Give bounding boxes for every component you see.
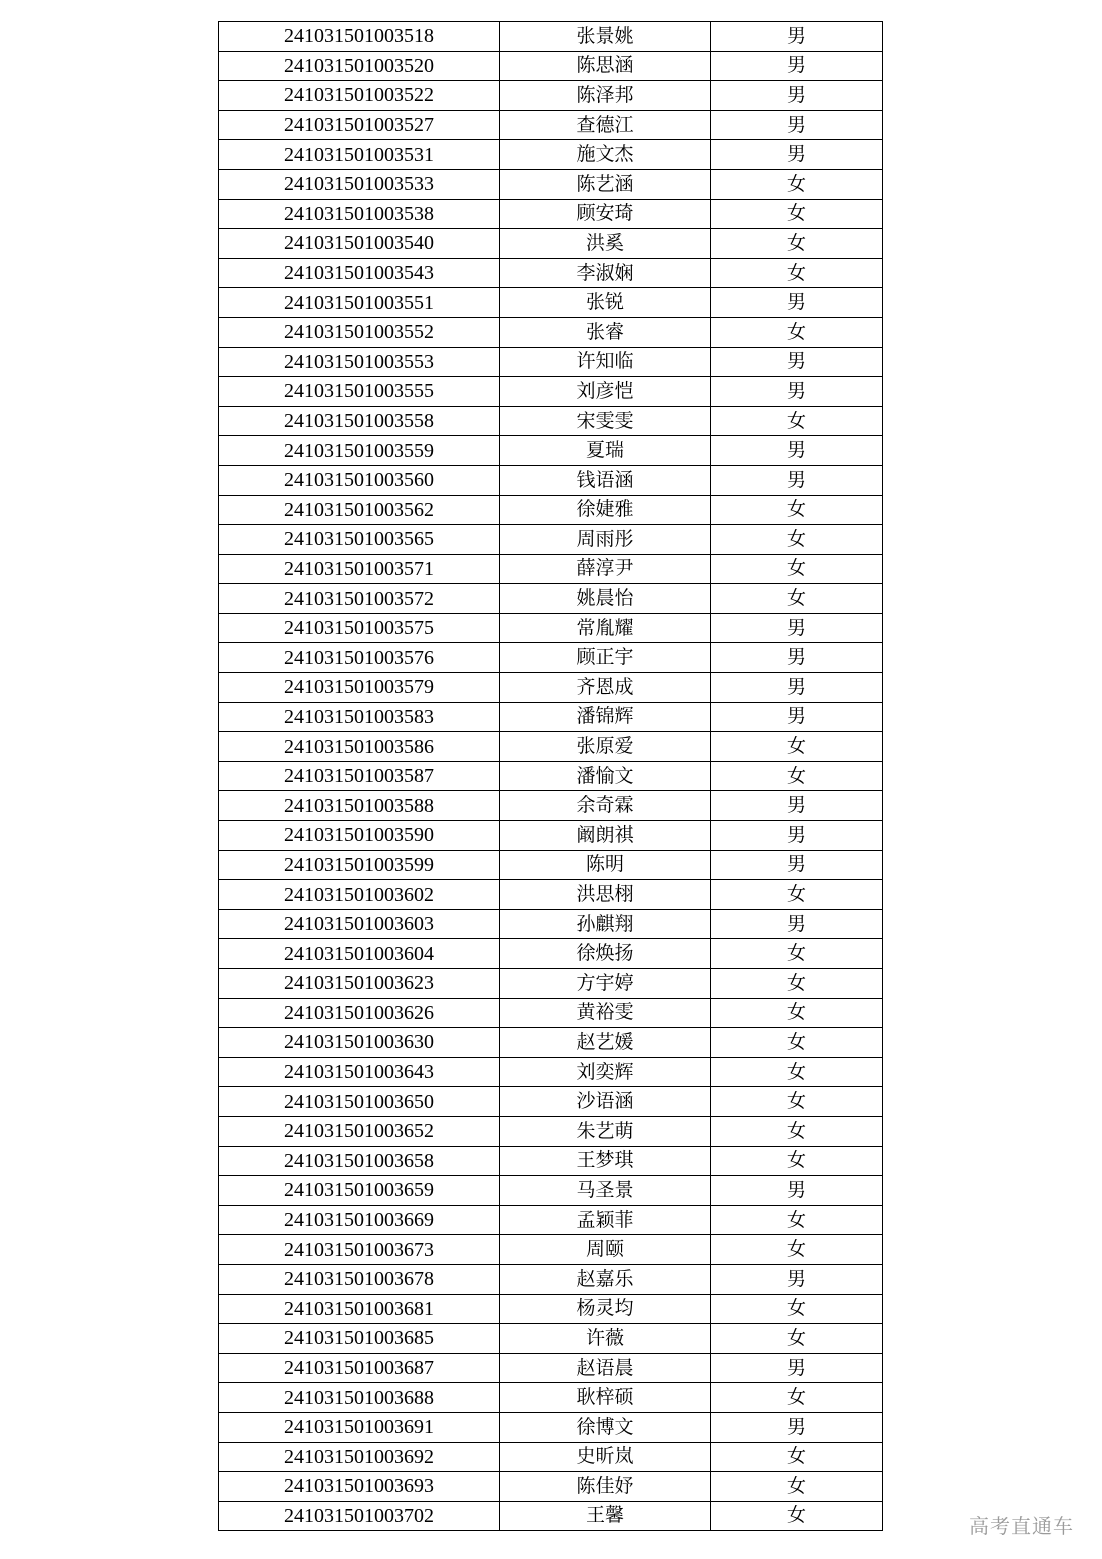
id-cell: 241031501003692 bbox=[219, 1442, 500, 1472]
gender-cell: 男 bbox=[711, 791, 883, 821]
gender-cell: 女 bbox=[711, 1028, 883, 1058]
gender-cell: 女 bbox=[711, 1235, 883, 1265]
name-cell: 钱语涵 bbox=[500, 465, 711, 495]
name-cell: 齐恩成 bbox=[500, 673, 711, 703]
name-cell: 张原爱 bbox=[500, 732, 711, 762]
id-cell: 241031501003678 bbox=[219, 1264, 500, 1294]
name-cell: 顾正宇 bbox=[500, 643, 711, 673]
gender-cell: 女 bbox=[711, 229, 883, 259]
gender-cell: 男 bbox=[711, 909, 883, 939]
gender-cell: 男 bbox=[711, 673, 883, 703]
gender-cell: 女 bbox=[711, 1442, 883, 1472]
gender-cell: 女 bbox=[711, 406, 883, 436]
gender-cell: 女 bbox=[711, 169, 883, 199]
table-row bbox=[219, 1264, 883, 1294]
id-cell: 241031501003688 bbox=[219, 1383, 500, 1413]
table-row bbox=[219, 998, 883, 1028]
name-cell: 潘锦辉 bbox=[500, 702, 711, 732]
id-cell: 241031501003586 bbox=[219, 732, 500, 762]
id-cell: 241031501003583 bbox=[219, 702, 500, 732]
gender-cell: 男 bbox=[711, 81, 883, 111]
id-cell: 241031501003538 bbox=[219, 199, 500, 229]
gender-cell: 女 bbox=[711, 1472, 883, 1502]
gender-cell: 女 bbox=[711, 1087, 883, 1117]
gender-cell: 男 bbox=[711, 702, 883, 732]
gender-cell: 女 bbox=[711, 1057, 883, 1087]
table-row bbox=[219, 347, 883, 377]
table-row bbox=[219, 22, 883, 52]
name-cell: 陈泽邦 bbox=[500, 81, 711, 111]
gender-cell: 女 bbox=[711, 1146, 883, 1176]
name-cell: 潘愉文 bbox=[500, 761, 711, 791]
id-cell: 241031501003588 bbox=[219, 791, 500, 821]
id-cell: 241031501003650 bbox=[219, 1087, 500, 1117]
gender-cell: 女 bbox=[711, 258, 883, 288]
name-cell: 余奇霖 bbox=[500, 791, 711, 821]
id-cell: 241031501003652 bbox=[219, 1116, 500, 1146]
name-cell: 洪奚 bbox=[500, 229, 711, 259]
gender-cell: 女 bbox=[711, 969, 883, 999]
gender-cell: 男 bbox=[711, 1176, 883, 1206]
gender-cell: 男 bbox=[711, 1412, 883, 1442]
id-cell: 241031501003543 bbox=[219, 258, 500, 288]
gender-cell: 男 bbox=[711, 1264, 883, 1294]
gender-cell: 男 bbox=[711, 465, 883, 495]
id-cell: 241031501003520 bbox=[219, 51, 500, 81]
table-row bbox=[219, 939, 883, 969]
name-cell: 姚晨怡 bbox=[500, 584, 711, 614]
table-row bbox=[219, 909, 883, 939]
name-cell: 陈明 bbox=[500, 850, 711, 880]
gender-cell: 男 bbox=[711, 850, 883, 880]
id-cell: 241031501003590 bbox=[219, 821, 500, 851]
id-cell: 241031501003553 bbox=[219, 347, 500, 377]
id-cell: 241031501003575 bbox=[219, 613, 500, 643]
table-row bbox=[219, 1057, 883, 1087]
table-row bbox=[219, 761, 883, 791]
id-cell: 241031501003603 bbox=[219, 909, 500, 939]
student-roster-table bbox=[218, 21, 883, 1531]
id-cell: 241031501003518 bbox=[219, 22, 500, 52]
table-row bbox=[219, 1235, 883, 1265]
table-row bbox=[219, 169, 883, 199]
gender-cell: 男 bbox=[711, 347, 883, 377]
gender-cell: 女 bbox=[711, 761, 883, 791]
table-row bbox=[219, 406, 883, 436]
gender-cell: 女 bbox=[711, 880, 883, 910]
table-row bbox=[219, 436, 883, 466]
table-row bbox=[219, 554, 883, 584]
table-row bbox=[219, 1472, 883, 1502]
id-cell: 241031501003702 bbox=[219, 1501, 500, 1531]
table-row bbox=[219, 1501, 883, 1531]
id-cell: 241031501003604 bbox=[219, 939, 500, 969]
id-cell: 241031501003623 bbox=[219, 969, 500, 999]
table-row bbox=[219, 51, 883, 81]
table-row bbox=[219, 821, 883, 851]
gender-cell: 男 bbox=[711, 140, 883, 170]
name-cell: 徐焕扬 bbox=[500, 939, 711, 969]
gender-cell: 女 bbox=[711, 1294, 883, 1324]
id-cell: 241031501003540 bbox=[219, 229, 500, 259]
id-cell: 241031501003562 bbox=[219, 495, 500, 525]
name-cell: 常胤耀 bbox=[500, 613, 711, 643]
table-row bbox=[219, 613, 883, 643]
name-cell: 杨灵均 bbox=[500, 1294, 711, 1324]
name-cell: 耿梓硕 bbox=[500, 1383, 711, 1413]
id-cell: 241031501003552 bbox=[219, 317, 500, 347]
name-cell: 刘彦恺 bbox=[500, 377, 711, 407]
id-cell: 241031501003669 bbox=[219, 1205, 500, 1235]
id-cell: 241031501003572 bbox=[219, 584, 500, 614]
table-row bbox=[219, 880, 883, 910]
gender-cell: 女 bbox=[711, 199, 883, 229]
table-row bbox=[219, 1383, 883, 1413]
id-cell: 241031501003685 bbox=[219, 1324, 500, 1354]
gender-cell: 女 bbox=[711, 554, 883, 584]
name-cell: 张景姚 bbox=[500, 22, 711, 52]
table-row bbox=[219, 1442, 883, 1472]
table-row bbox=[219, 140, 883, 170]
table-row bbox=[219, 1146, 883, 1176]
roster-body bbox=[219, 22, 883, 1531]
table-row bbox=[219, 1353, 883, 1383]
id-cell: 241031501003643 bbox=[219, 1057, 500, 1087]
id-cell: 241031501003560 bbox=[219, 465, 500, 495]
name-cell: 周雨彤 bbox=[500, 525, 711, 555]
id-cell: 241031501003602 bbox=[219, 880, 500, 910]
name-cell: 周颐 bbox=[500, 1235, 711, 1265]
id-cell: 241031501003531 bbox=[219, 140, 500, 170]
name-cell: 孙麒翔 bbox=[500, 909, 711, 939]
name-cell: 张睿 bbox=[500, 317, 711, 347]
table-row bbox=[219, 377, 883, 407]
name-cell: 王梦琪 bbox=[500, 1146, 711, 1176]
gender-cell: 女 bbox=[711, 1205, 883, 1235]
table-row bbox=[219, 1087, 883, 1117]
gender-cell: 女 bbox=[711, 1501, 883, 1531]
gender-cell: 男 bbox=[711, 110, 883, 140]
id-cell: 241031501003693 bbox=[219, 1472, 500, 1502]
name-cell: 黄裕雯 bbox=[500, 998, 711, 1028]
gender-cell: 男 bbox=[711, 613, 883, 643]
name-cell: 夏瑞 bbox=[500, 436, 711, 466]
id-cell: 241031501003626 bbox=[219, 998, 500, 1028]
name-cell: 陈艺涵 bbox=[500, 169, 711, 199]
gender-cell: 女 bbox=[711, 525, 883, 555]
name-cell: 张锐 bbox=[500, 288, 711, 318]
id-cell: 241031501003691 bbox=[219, 1412, 500, 1442]
table-row bbox=[219, 1412, 883, 1442]
table-row bbox=[219, 258, 883, 288]
table-row bbox=[219, 229, 883, 259]
id-cell: 241031501003533 bbox=[219, 169, 500, 199]
name-cell: 施文杰 bbox=[500, 140, 711, 170]
table-row bbox=[219, 673, 883, 703]
table-row bbox=[219, 791, 883, 821]
table-row bbox=[219, 199, 883, 229]
gender-cell: 女 bbox=[711, 495, 883, 525]
id-cell: 241031501003576 bbox=[219, 643, 500, 673]
gender-cell: 女 bbox=[711, 1383, 883, 1413]
name-cell: 方宇婷 bbox=[500, 969, 711, 999]
name-cell: 赵艺媛 bbox=[500, 1028, 711, 1058]
id-cell: 241031501003551 bbox=[219, 288, 500, 318]
gender-cell: 男 bbox=[711, 22, 883, 52]
watermark-text: 高考直通车 bbox=[969, 1514, 1074, 1538]
table-row bbox=[219, 850, 883, 880]
name-cell: 宋雯雯 bbox=[500, 406, 711, 436]
gender-cell: 女 bbox=[711, 1324, 883, 1354]
id-cell: 241031501003687 bbox=[219, 1353, 500, 1383]
table-row bbox=[219, 317, 883, 347]
name-cell: 史昕岚 bbox=[500, 1442, 711, 1472]
gender-cell: 男 bbox=[711, 643, 883, 673]
table-row bbox=[219, 1205, 883, 1235]
gender-cell: 女 bbox=[711, 939, 883, 969]
name-cell: 赵语晨 bbox=[500, 1353, 711, 1383]
table-row bbox=[219, 969, 883, 999]
name-cell: 孟颖菲 bbox=[500, 1205, 711, 1235]
table-row bbox=[219, 465, 883, 495]
name-cell: 洪思栩 bbox=[500, 880, 711, 910]
gender-cell: 女 bbox=[711, 1116, 883, 1146]
gender-cell: 女 bbox=[711, 584, 883, 614]
table-row bbox=[219, 110, 883, 140]
name-cell: 徐博文 bbox=[500, 1412, 711, 1442]
table-row bbox=[219, 702, 883, 732]
gender-cell: 女 bbox=[711, 317, 883, 347]
name-cell: 阚朗祺 bbox=[500, 821, 711, 851]
name-cell: 薛淳尹 bbox=[500, 554, 711, 584]
table-row bbox=[219, 643, 883, 673]
id-cell: 241031501003565 bbox=[219, 525, 500, 555]
table-row bbox=[219, 1294, 883, 1324]
id-cell: 241031501003558 bbox=[219, 406, 500, 436]
table-row bbox=[219, 288, 883, 318]
gender-cell: 女 bbox=[711, 998, 883, 1028]
name-cell: 刘奕辉 bbox=[500, 1057, 711, 1087]
gender-cell: 男 bbox=[711, 51, 883, 81]
table-row bbox=[219, 525, 883, 555]
id-cell: 241031501003587 bbox=[219, 761, 500, 791]
id-cell: 241031501003579 bbox=[219, 673, 500, 703]
id-cell: 241031501003527 bbox=[219, 110, 500, 140]
name-cell: 赵嘉乐 bbox=[500, 1264, 711, 1294]
name-cell: 顾安琦 bbox=[500, 199, 711, 229]
name-cell: 查德江 bbox=[500, 110, 711, 140]
id-cell: 241031501003673 bbox=[219, 1235, 500, 1265]
table-row bbox=[219, 1028, 883, 1058]
table-row bbox=[219, 81, 883, 111]
id-cell: 241031501003599 bbox=[219, 850, 500, 880]
name-cell: 王馨 bbox=[500, 1501, 711, 1531]
name-cell: 马圣景 bbox=[500, 1176, 711, 1206]
name-cell: 陈佳妤 bbox=[500, 1472, 711, 1502]
table-row bbox=[219, 732, 883, 762]
gender-cell: 男 bbox=[711, 436, 883, 466]
gender-cell: 男 bbox=[711, 377, 883, 407]
gender-cell: 男 bbox=[711, 1353, 883, 1383]
table-row bbox=[219, 1116, 883, 1146]
table-row bbox=[219, 495, 883, 525]
name-cell: 李淑娴 bbox=[500, 258, 711, 288]
id-cell: 241031501003522 bbox=[219, 81, 500, 111]
gender-cell: 男 bbox=[711, 821, 883, 851]
name-cell: 徐婕雅 bbox=[500, 495, 711, 525]
id-cell: 241031501003559 bbox=[219, 436, 500, 466]
table-row bbox=[219, 1176, 883, 1206]
id-cell: 241031501003555 bbox=[219, 377, 500, 407]
name-cell: 陈思涵 bbox=[500, 51, 711, 81]
table-row bbox=[219, 584, 883, 614]
id-cell: 241031501003659 bbox=[219, 1176, 500, 1206]
name-cell: 许薇 bbox=[500, 1324, 711, 1354]
name-cell: 沙语涵 bbox=[500, 1087, 711, 1117]
table-row bbox=[219, 1324, 883, 1354]
id-cell: 241031501003571 bbox=[219, 554, 500, 584]
id-cell: 241031501003658 bbox=[219, 1146, 500, 1176]
name-cell: 许知临 bbox=[500, 347, 711, 377]
gender-cell: 男 bbox=[711, 288, 883, 318]
id-cell: 241031501003681 bbox=[219, 1294, 500, 1324]
gender-cell: 女 bbox=[711, 732, 883, 762]
name-cell: 朱艺萌 bbox=[500, 1116, 711, 1146]
id-cell: 241031501003630 bbox=[219, 1028, 500, 1058]
